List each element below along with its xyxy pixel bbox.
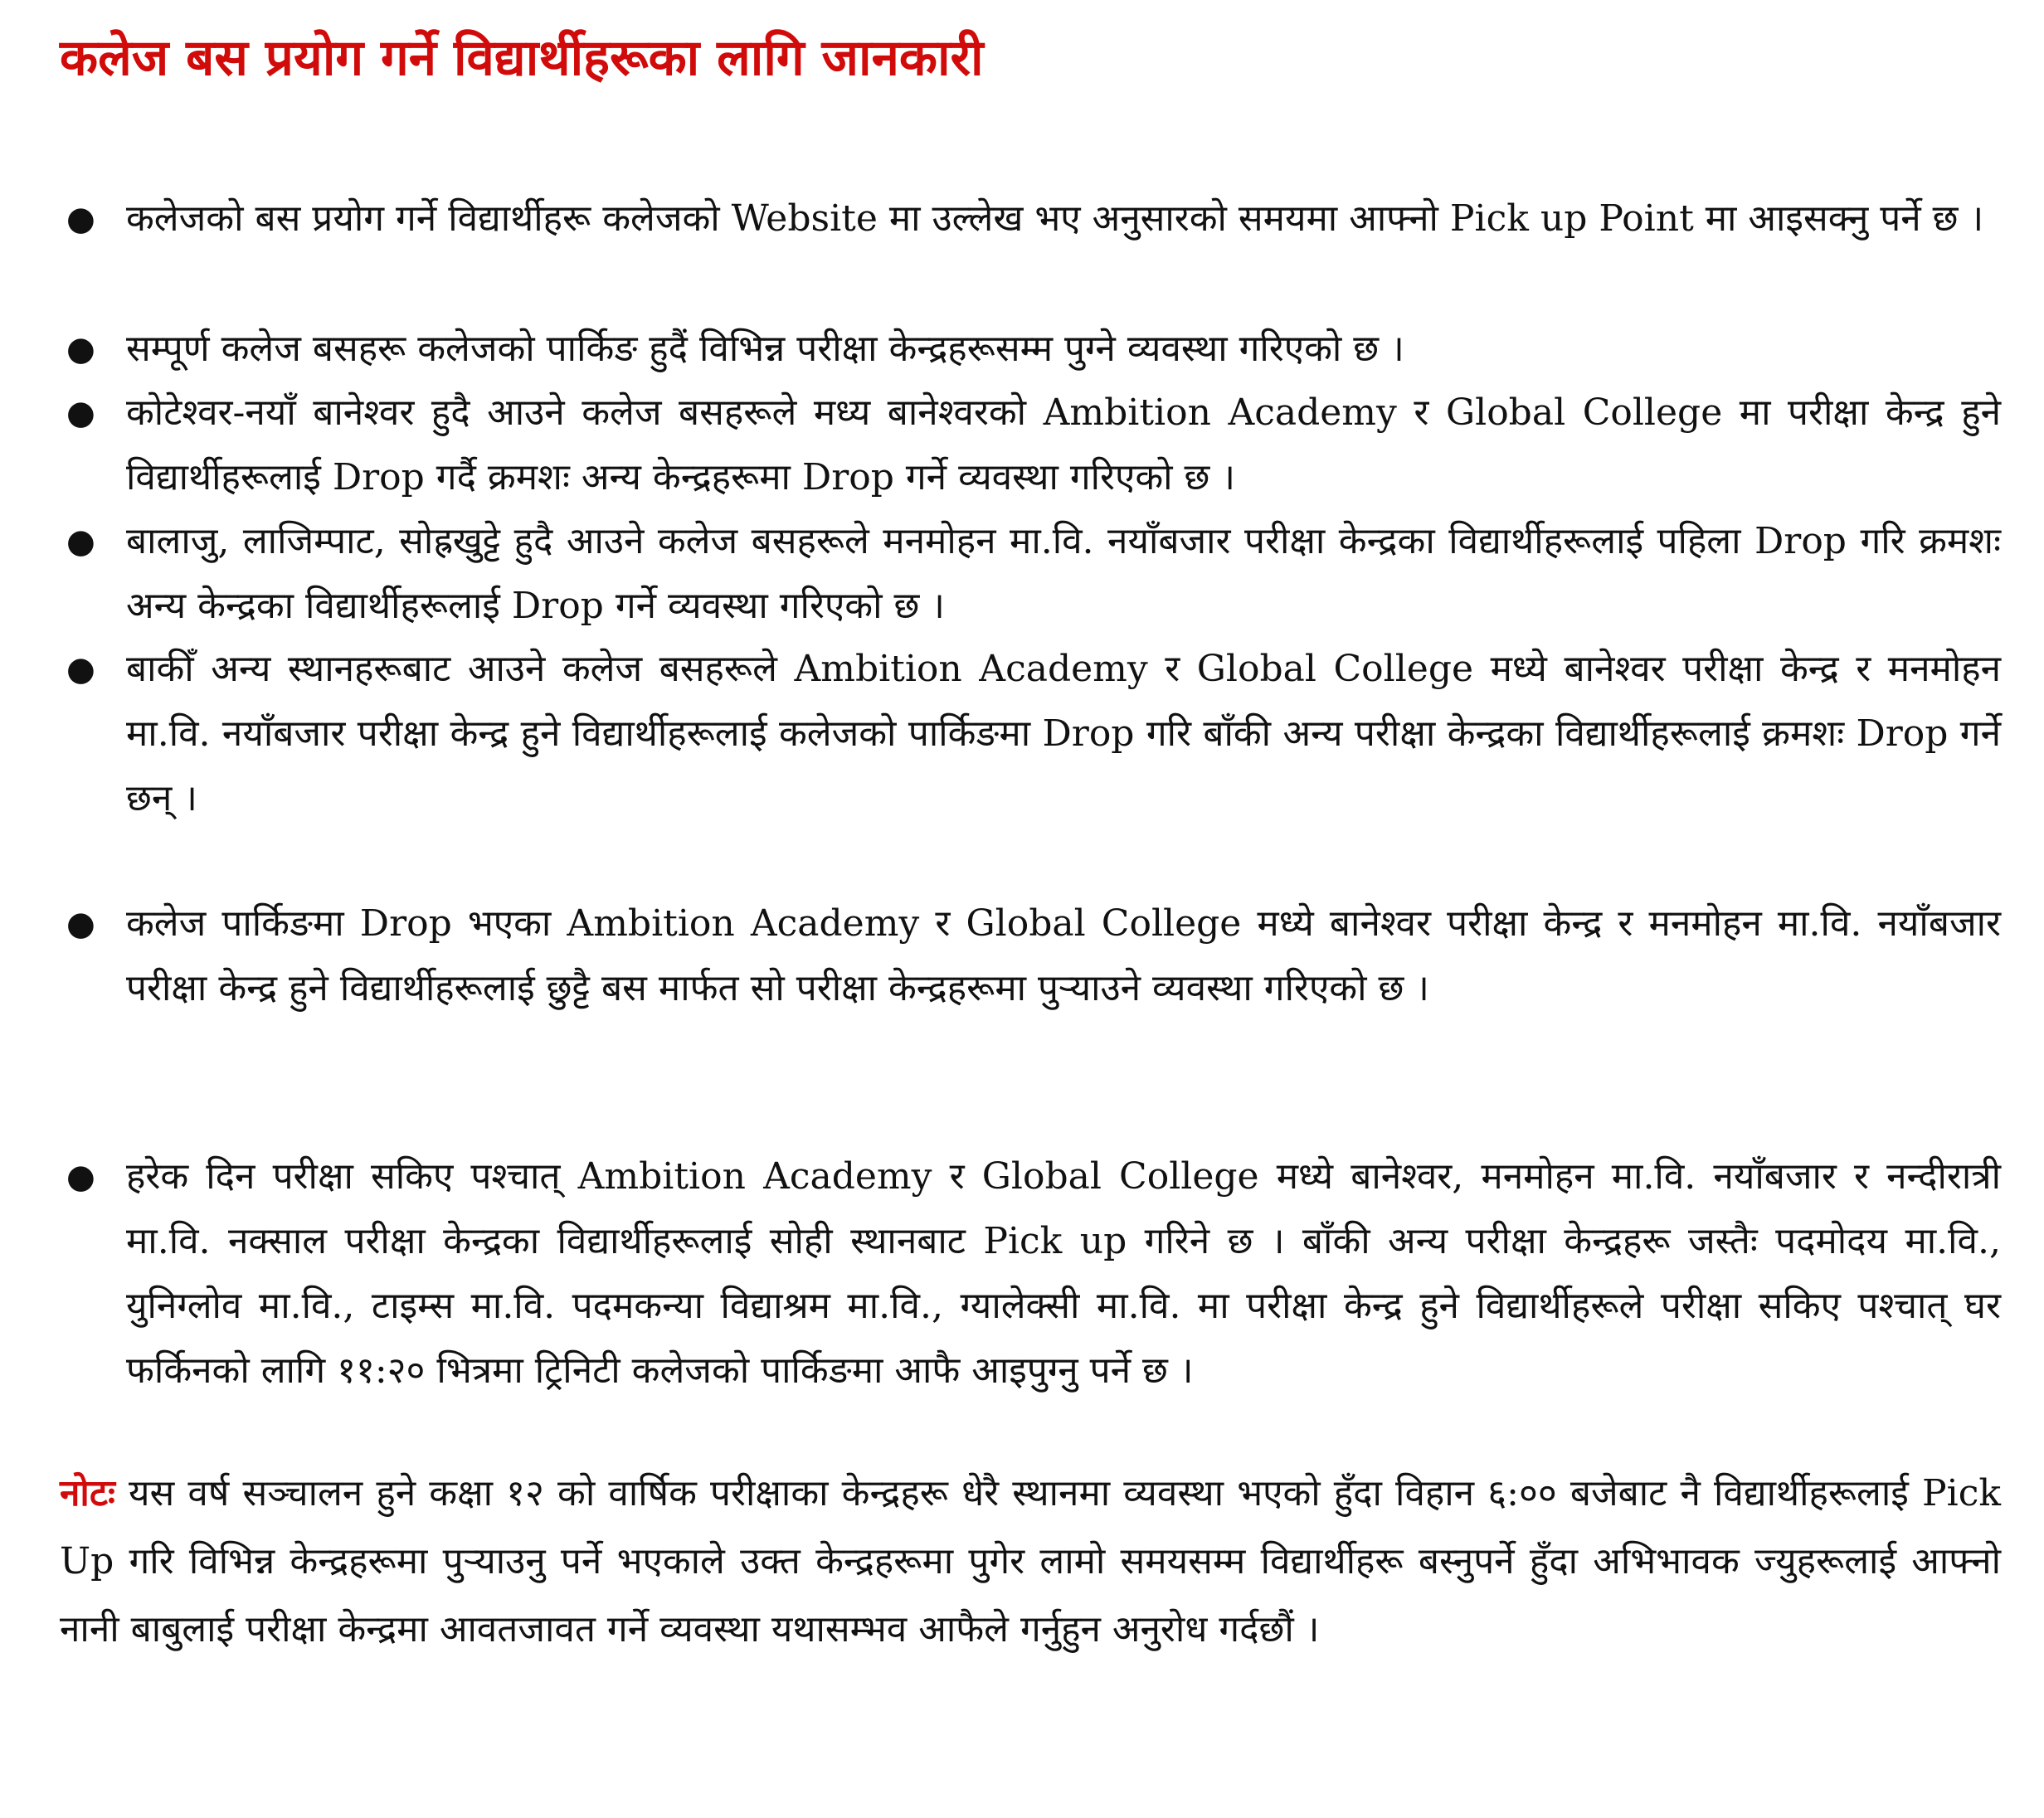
note-label: नोटः (60, 1472, 115, 1514)
list-item (60, 381, 2001, 510)
bullet-icon: ● (66, 394, 95, 432)
list-item-text: कलेज पार्किङमा Drop भएका Ambition Academy र Global College मध्ये बानेश्वर परीक्षा केन्द्र र मनमोहन मा.वि. नयाँबजार परीक्षा केन्द्र हुने विद्यार्थीहरूलाई छुट्टै बस मार्फत सो परीक्षा केन्द्रहरूमा पुर्‍याउने व्यवस्था गरिएको छ । (126, 902, 2001, 1009)
bullet-icon: ● (66, 1158, 95, 1196)
list-item (60, 637, 2001, 831)
list-item (60, 1145, 2001, 1403)
page-title: कलेज बस प्रयोग गर्ने विद्यार्थीहरूका लागि जानकारी (60, 29, 984, 87)
list-item-text: सम्पूर्ण कलेज बसहरू कलेजको पार्किङ हुदैं विभिन्न परीक्षा केन्द्रहरूसम्म पुग्ने व्यवस्था गरिएको छ । (126, 328, 1404, 370)
list-item (60, 892, 2001, 1021)
list-item-text: हरेक दिन परीक्षा सकिए पश्चात् Ambition Academy र Global College मध्ये बानेश्वर, मनमोहन मा.वि. नयाँबजार र नन्दीरात्री मा.वि. नक्साल परीक्षा केन्द्रका विद्यार्थीहरूलाई सोही स्थानबाट Pick up गरिने छ । बाँकी अन्य परीक्षा केन्द्रहरू जस्तैः पदमोदय मा.वि., युनिग्लोव मा.वि., टाइम्स मा.वि. पदमकन्या विद्याश्रम मा.वि., ग्यालेक्सी मा.वि. मा परीक्षा केन्द्र हुने विद्यार्थीहरूले परीक्षा सकिए पश्चात् घर फर्किनको लागि ११:२० भित्रमा ट्रिनिटी कलेजको पार्किङमा आफै आइपुग्नु पर्ने छ । (126, 1155, 2001, 1392)
list-item-text: कलेजको बस प्रयोग गर्ने विद्यार्थीहरू कलेजको Website मा उल्लेख भए अनुसारको समयमा आफ्नो Pick up Point मा आइसक्नु पर्ने छ । (126, 197, 1984, 240)
list-item-text: बाकीँ अन्य स्थानहरूबाट आउने कलेज बसहरूले Ambition Academy र Global College मध्ये बानेश्वर परीक्षा केन्द्र र मनमोहन मा.वि. नयाँबजार परीक्षा केन्द्र हुने विद्यार्थीहरूलाई कलेजको पार्किङमा Drop गरि बाँकी अन्य परीक्षा केन्द्रका विद्यार्थीहरूलाई क्रमशः Drop गर्ने छन् । (126, 648, 2001, 819)
list-item (60, 187, 2001, 251)
bullet-icon: ● (66, 200, 95, 238)
list-item-text: बालाजु, लाजिम्पाट, सोह्रखुट्टे हुदै आउने कलेज बसहरूले मनमोहन मा.वि. नयाँबजार परीक्षा केन्द्रका विद्यार्थीहरूलाई पहिला Drop गरि क्रमशः अन्य केन्द्रका विद्यार्थीहरूलाई Drop गर्ने व्यवस्था गरिएको छ । (126, 520, 2001, 627)
bullet-icon: ● (66, 330, 95, 368)
note-paragraph (60, 1460, 2001, 1664)
list-item-text: कोटेश्वर-नयाँ बानेश्वर हुदै आउने कलेज बसहरूले मध्य बानेश्वरको Ambition Academy र Global College मा परीक्षा केन्द्र हुने विद्यार्थीहरूलाई Drop गर्दै क्रमशः अन्य केन्द्रहरूमा Drop गर्ने व्यवस्था गरिएको छ । (126, 391, 2001, 498)
bullet-icon: ● (66, 650, 95, 688)
bullet-icon: ● (66, 905, 95, 943)
bullet-icon: ● (66, 523, 95, 561)
list-item (60, 317, 2001, 382)
note-text: यस वर्ष सञ्चालन हुने कक्षा १२ को वार्षिक परीक्षाका केन्द्रहरू धेरै स्थानमा व्यवस्था भएको हुँदा विहान ६:०० बजेबाट नै विद्यार्थीहरूलाई Pick Up गरि विभिन्न केन्द्रहरूमा पुर्‍याउनु पर्ने भएकाले उक्त केन्द्रहरूमा पुगेर लामो समयसम्म विद्यार्थीहरू बस्नुपर्ने हुँदा अभिभावक ज्युहरूलाई आफ्नो नानी बाबुलाई परीक्षा केन्द्रमा आवतजावत गर्ने व्यवस्था यथासम्भव आफैले गर्नुहुन अनुरोध गर्दछौं । (60, 1472, 2001, 1650)
list-item (60, 509, 2001, 639)
